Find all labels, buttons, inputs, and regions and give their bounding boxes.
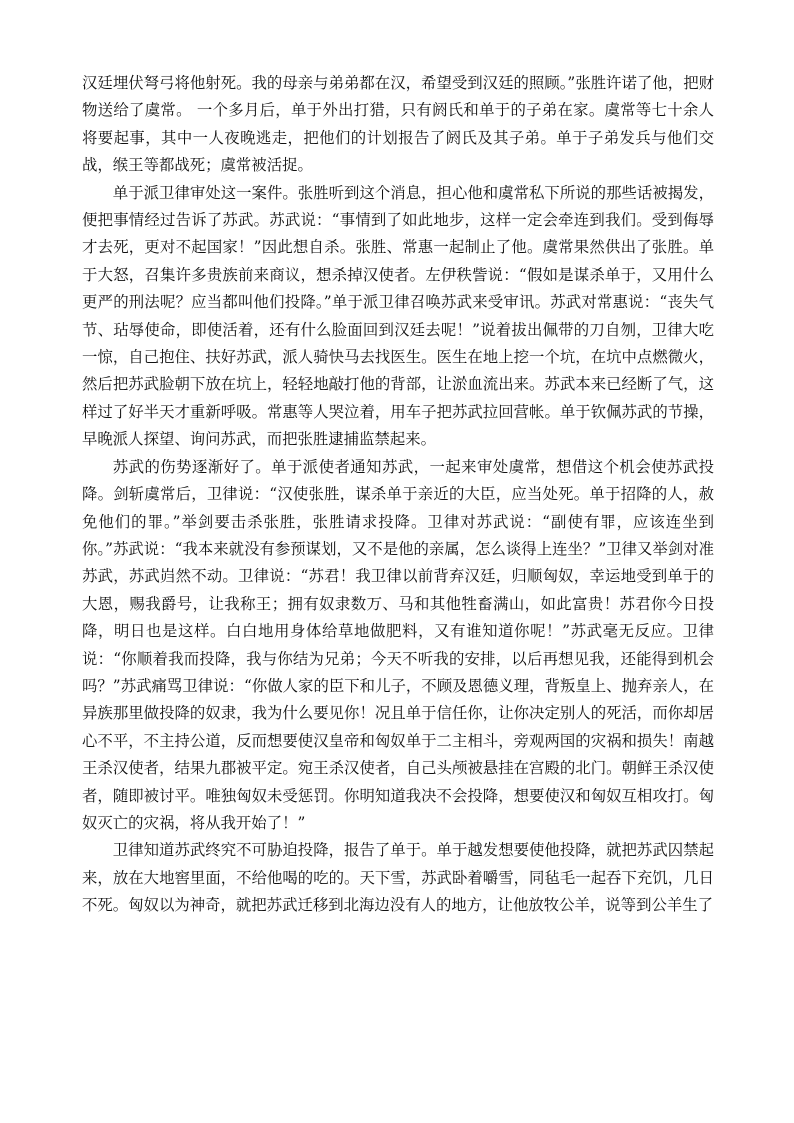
document-page — [82, 70, 714, 920]
paragraph-2: 单于派卫律审处这一案件。张胜听到这个消息，担心他和虞常私下所说的那些话被揭发，便把事情经过告诉了苏武。苏武说：“事情到了如此地步，这样一定会牵连到我们。受到侮辱才去死，更对不起国家！”因此想自杀。张胜、常惠一起制止了他。虞常果然供出了张胜。单于大怒，召集许多贵族前来商议，想杀掉汉使者。左伊秩訾说：“假如是谋杀单于，又用什么更严的刑法呢？应当都叫他们投降。”单于派卫律召唤苏武来受审讯。苏武对常惠说：“丧失气节、玷辱使命，即使活着，还有什么脸面回到汉廷去呢！”说着拔出佩带的刀自刎，卫律大吃一惊，自己抱住、扶好苏武，派人骑快马去找医生。医生在地上挖一个坑，在坑中点燃微火，然后把苏武脸朝下放在坑上，轻轻地敲打他的背部，让淤血流出来。苏武本来已经断了气，这样过了好半天才重新呼吸。常惠等人哭泣着，用车子把苏武拉回营帐。单于钦佩苏武的节操，早晚派人探望、询问苏武，而把张胜逮捕监禁起来。 — [82, 183, 714, 449]
paragraph-1: 汉廷埋伏弩弓将他射死。我的母亲与弟弟都在汉，希望受到汉廷的照顾。”张胜许诺了他，把财物送给了虞常。 一个多月后，单于外出打猎，只有阏氏和单于的子弟在家。虞常等七十余人将要起事，其中一人夜晚逃走，把他们的计划报告了阏氏及其子弟。单于子弟发兵与他们交战，缑王等都战死；虞常被活捉。 — [82, 74, 714, 175]
paragraph-4: 卫律知道苏武终究不可胁迫投降，报告了单于。单于越发想要使他投降，就把苏武囚禁起来，放在大地窖里面，不给他喝的吃的。天下雪，苏武卧着嚼雪，同毡毛一起吞下充饥，几日不死。匈奴以为神奇，就把苏武迁移到北海边没有人的地方，让他放牧公羊，说等到公羊生了 — [82, 841, 714, 915]
paragraph-3: 苏武的伤势逐渐好了。单于派使者通知苏武，一起来审处虞常，想借这个机会使苏武投降。剑斩虞常后，卫律说：“汉使张胜，谋杀单于亲近的大臣，应当处死。单于招降的人，赦免他们的罪。”举剑要击杀张胜，张胜请求投降。卫律对苏武说：“副使有罪，应该连坐到你。”苏武说：“我本来就没有参预谋划，又不是他的亲属，怎么谈得上连坐？”卫律又举剑对准苏武，苏武岿然不动。卫律说：“苏君！我卫律以前背弃汉廷，归顺匈奴，幸运地受到单于的大恩，赐我爵号，让我称王；拥有奴隶数万、马和其他牲畜满山，如此富贵！苏君你今日投降，明日也是这样。白白地用身体给草地做肥料，又有谁知道你呢！”苏武毫无反应。卫律说：“你顺着我而投降，我与你结为兄弟；今天不听我的安排，以后再想见我，还能得到机会吗？”苏武痛骂卫律说：“你做人家的臣下和儿子，不顾及恩德义理，背叛皇上、抛弃亲人，在异族那里做投降的奴隶，我为什么要见你！况且单于信任你，让你决定别人的死活，而你却居心不平，不主持公道，反而想要使汉皇帝和匈奴单于二主相斗，旁观两国的灾祸和损失！南越王杀汉使者，结果九郡被平定。宛王杀汉使者，自己头颅被悬挂在宫殿的北门。朝鲜王杀汉使者，随即被讨平。唯独匈奴未受惩罚。你明知道我决不会投降，想要使汉和匈奴互相攻打。匈奴灭亡的灾祸，将从我开始了！” — [82, 457, 714, 832]
